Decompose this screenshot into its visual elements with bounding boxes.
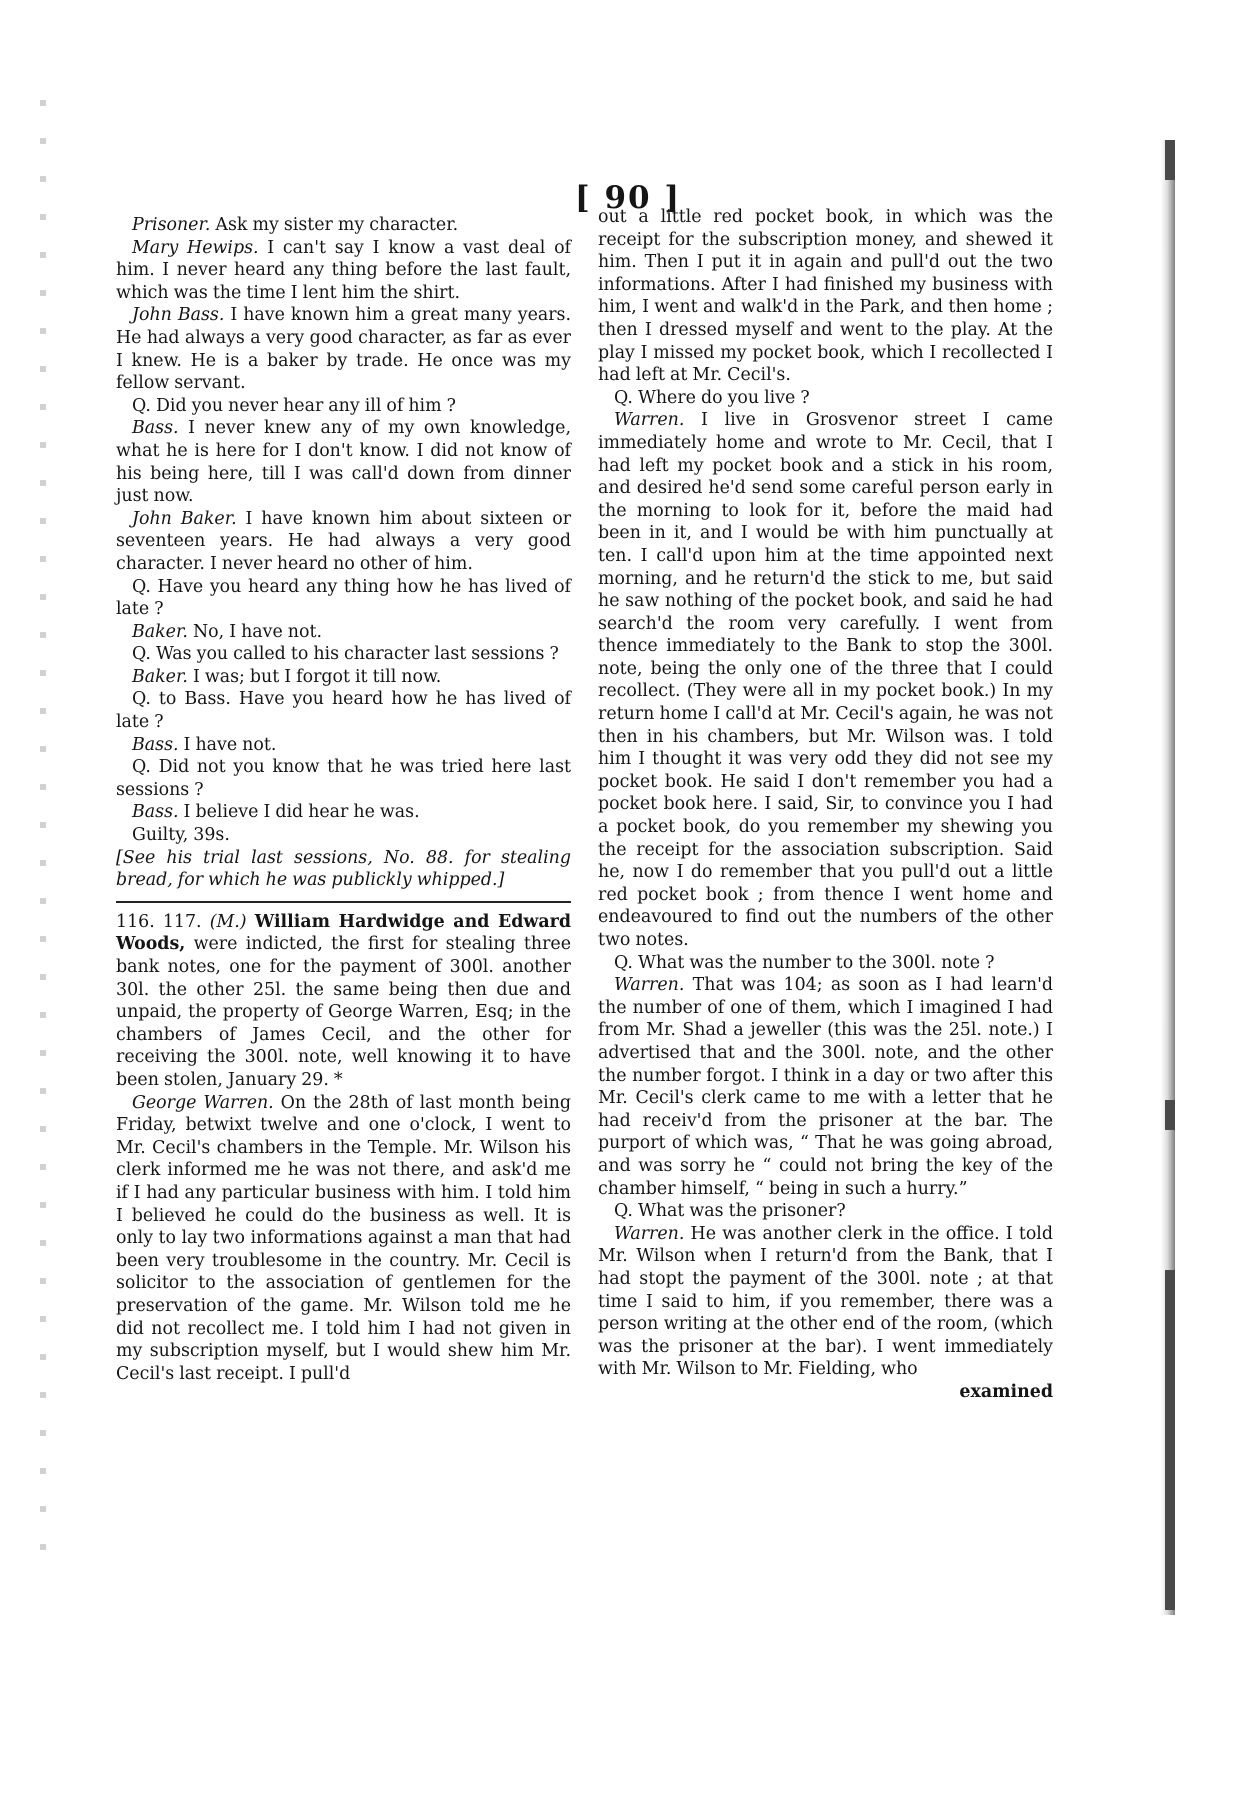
paragraph [598, 387, 1053, 410]
paragraph-text: I live in Grosvenor street I came immediately home and wrote to Mr. Cecil, that I had left my pocket book and a stick in his room, and desired he'd send some careful person early in the morning to look for it, before the maid had been in it, and I would be with him punctually at ten. I call'd upon him at the time appointed next morning, and he return'd the stick to me, but said he saw nothing of the pocket book, and said he had search'd the room very carefully. I went from thence immediately to the Bank to stop the 300l. note, being the only one of the three that I could recollect. (They were all in my pocket book.) In my return home I call'd at Mr. Cecil's again, he was not then in his chambers, but Mr. Wilson was. I told him I thought it was very odd they did not see my pocket book. He said I don't remember you had a pocket book here. I said, Sir, to convince you I had a pocket book, do you remember my shewing you the receipt for the association subscription. Said he, now I do remember that you pull'd out a little red pocket book ; from thence I went home and endeavoured to find out the numbers of the other two notes. [598, 410, 1053, 950]
speaker-name: Baker. [132, 621, 188, 642]
paragraph [598, 1223, 1053, 1381]
case-heading [116, 911, 571, 1092]
paragraph [598, 206, 1053, 387]
right-paragraphs [598, 206, 1053, 1381]
left-paragraphs [116, 214, 571, 847]
speaker-name: Mary Hewips. [132, 237, 259, 258]
paragraph [116, 1092, 571, 1386]
paragraph [116, 214, 571, 237]
paragraph [116, 621, 571, 644]
paragraph-text: I can't say I know a vast deal of him. I never heard any thing before the last fault, which was the time I lent him the shirt. [116, 237, 571, 303]
speaker-name: Bass. [132, 418, 179, 439]
paragraph-text: Q. Where do you live ? [614, 387, 810, 408]
paragraph-text: Guilty, 39s. [132, 825, 230, 846]
paragraph-text: I have known him a great many years. He had always a very good character, as far as ever I knew. He is a baker by trade. He once was my fellow servant. [116, 305, 571, 394]
paragraph [116, 801, 571, 824]
case-defendants: William Hardwidge and Edward Woods, [116, 911, 571, 955]
paragraph-text: Q. What was the prisoner? [614, 1201, 846, 1222]
speaker-name: Baker. [132, 666, 188, 687]
paragraph-text: On the 28th of last month being Friday, betwixt twelve and one o'clock, I went to Mr. Cecil's chambers in the Temple. Mr. Wilson his clerk informed me he was not there, and ask'd me if I had any particular business with him. I told him I believed he could do the business as well. It is only to lay two informations against a man that had been very troublesome in the country. Mr. Cecil is solicitor to the association of gentlemen for the preservation of the game. Mr. Wilson told me he did not recollect me. I told him I had not given in my subscription myself, but I would shew him Mr. Cecil's last receipt. I pull'd [116, 1092, 572, 1384]
speaker-name: John Baker. [132, 508, 237, 529]
paragraph [116, 688, 571, 733]
paragraph [116, 756, 571, 801]
trial-note: [See his trial last sessions, No. 88. for stealing bread, for which he was publickly whipped.] [116, 847, 571, 891]
paragraph-text: I have not. [178, 734, 277, 755]
speaker-name: Warren. [614, 975, 685, 996]
page-number: [ 90 ] [575, 180, 682, 216]
paragraph-text: He was another clerk in the office. I told Mr. Wilson when I return'd from the Bank, that I had stopt the payment of the 300l. note ; at that time I said to him, if you remember, there was a person writing at the other end of the room, (which was the prisoner at the bar). I went immediately with Mr. Wilson to Mr. Fielding, who [598, 1223, 1053, 1380]
speaker-name: Bass. [132, 802, 179, 823]
paragraph-text: Q. Did not you know that he was tried here last sessions ? [116, 757, 571, 800]
paragraph [598, 974, 1053, 1200]
case-number: 116. 117. [116, 911, 202, 932]
paragraph [116, 643, 571, 666]
paragraph [598, 409, 1053, 951]
paragraph [116, 395, 571, 418]
speaker-name: Prisoner. [132, 215, 211, 235]
speaker-name: Bass. [132, 734, 179, 755]
case-indictment: were indicted, the first for stealing three bank notes, one for the payment of 300l. another 30l. the other 25l. the same being then due and unpaid, the property of George Warren, Esq; in the chambers of James Cecil, and the other for receiving the 300l. note, well knowing it to have been stolen, January 29. * [116, 934, 571, 1090]
paragraph-text: I have known him about sixteen or seventeen years. He had always a very good character. I never heard no other of him. [116, 508, 572, 574]
paragraph [116, 824, 571, 847]
paragraph [116, 237, 571, 305]
paragraph-text: Q. Was you called to his character last sessions ? [132, 644, 559, 665]
left-testimony [116, 1092, 571, 1386]
scan-edge-left [40, 100, 46, 1560]
paragraph-text: Q. What was the number to the 300l. note ? [614, 952, 995, 973]
paragraph [598, 952, 1053, 975]
paragraph [116, 666, 571, 689]
paragraph-text: That was 104; as soon as I had learn'd the number of one of them, which I imagined I had from Mr. Shad a jeweller (this was the 25l. note.) I advertised that and the 300l. note, and the other the number forgot. I think in a day or two after this Mr. Cecil's clerk came to me with a letter that he had receiv'd from the prisoner at the bar. The purport of which was, “ That he was going abroad, and was sorry he “ could not bring the key of the chamber himself, “ being in such a hurry.” [598, 975, 1053, 1199]
section-divider [116, 901, 571, 903]
catchword: examined [959, 1381, 1053, 1402]
paragraph-text: No, I have not. [187, 621, 322, 642]
paragraph-text: Q. Have you heard any thing how he has lived of late ? [116, 576, 571, 620]
paragraph [116, 508, 571, 576]
paragraph [116, 417, 571, 507]
paragraph-text: I believe I did hear he was. [178, 802, 420, 823]
paragraph-text: Q. Did you never hear any ill of him ? [132, 395, 456, 416]
paragraph [116, 734, 571, 757]
speaker-name: George Warren. [132, 1092, 274, 1113]
paragraph [116, 576, 571, 621]
paragraph [598, 1200, 1053, 1223]
paragraph-text: Ask my sister my character. [210, 215, 459, 235]
scan-edge-right [1161, 140, 1175, 1615]
left-column [116, 214, 571, 1385]
speaker-name: John Bass. [132, 305, 225, 326]
paragraph-text: Q. to Bass. Have you heard how he has lived of late ? [116, 689, 571, 733]
paragraph-text: I never knew any of my own knowledge, what he is here for I don't know. I did not know of his being here, till I was call'd down from dinner just now. [116, 418, 571, 507]
paragraph-text: out a little red pocket book, in which was the receipt for the subscription money, and shewed it him. Then I put it in again and pull'd out the two informations. After I had finished my business with him, I went and walk'd in the Park, and then home ; then I dressed myself and went to the play. At the play I missed my pocket book, which I recollected I had left at Mr. Cecil's. [598, 207, 1053, 386]
paragraph [116, 304, 571, 394]
paragraph-text: I was; but I forgot it till now. [187, 666, 442, 687]
speaker-name: Warren. [614, 1223, 685, 1244]
case-marker: (M.) [209, 911, 247, 932]
right-column [598, 206, 1053, 1403]
speaker-name: Warren. [614, 410, 685, 431]
